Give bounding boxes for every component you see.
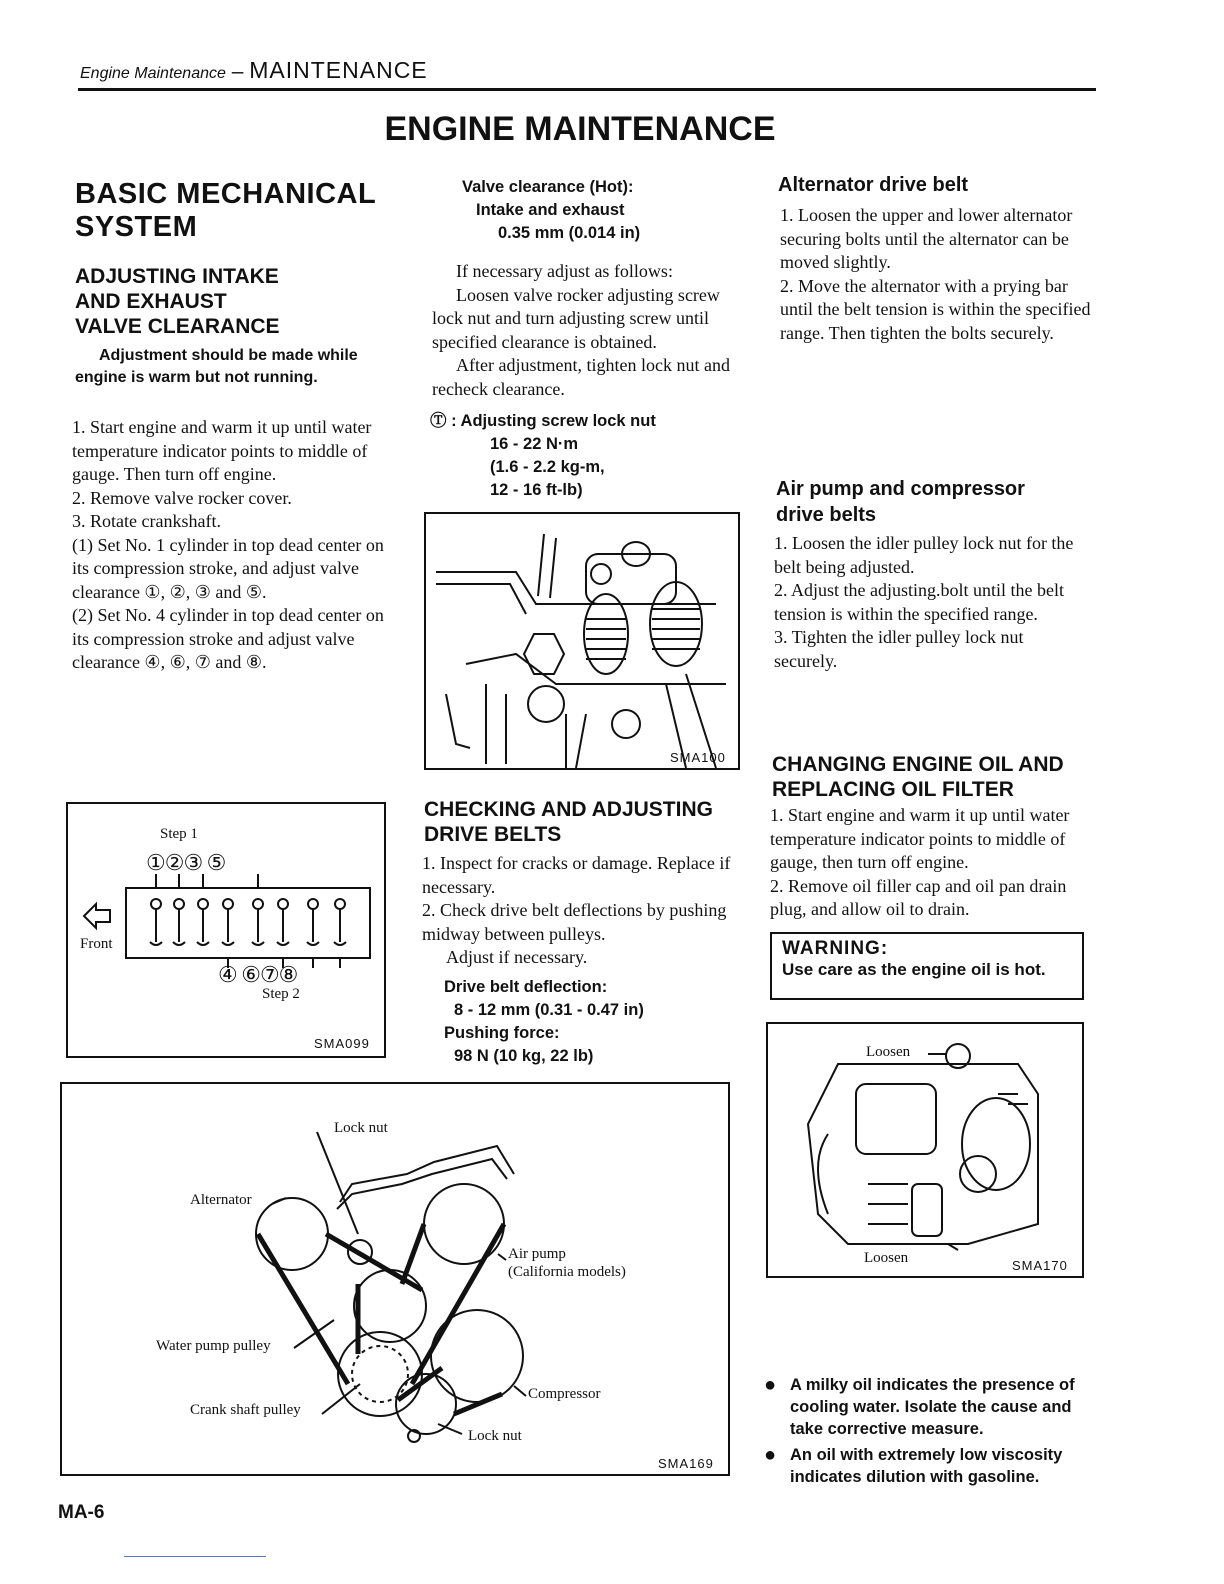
step-2: 2. Check drive belt deflections by pushing midway between pulleys. — [422, 900, 727, 944]
label-air-pump: Air pump — [508, 1246, 566, 1262]
step1-label: Step 1 — [160, 826, 198, 842]
torque-line: 12 - 16 ft-lb) — [490, 481, 583, 499]
torque-spec — [430, 410, 656, 502]
valve-clearance-spec — [462, 176, 640, 245]
figure-id: SMA169 — [658, 1456, 714, 1471]
page-title: ENGINE MAINTENANCE — [384, 110, 776, 148]
heading-line: ADJUSTING INTAKE — [75, 265, 279, 288]
label-loosen-top: Loosen — [866, 1044, 911, 1060]
header-dash: – — [225, 60, 250, 83]
torque-line: Ⓣ : Adjusting screw lock nut — [430, 412, 656, 430]
bullet-icon: ● — [764, 1374, 777, 1396]
valve-2 — [173, 899, 185, 945]
step-2: 2. Remove oil filler cap and oil pan drain plug, and allow oil to drain. — [770, 875, 1067, 919]
step-2: 2. Remove valve rocker cover. — [72, 487, 292, 508]
drive-belts — [258, 1224, 504, 1414]
header-section: Engine Maintenance — [80, 65, 226, 82]
step2-label: Step 2 — [262, 986, 300, 1002]
alt-steps — [780, 204, 1094, 345]
step-3: 3. Tighten the idler pulley lock nut securely. — [774, 627, 1024, 671]
label-compressor: Compressor — [528, 1386, 601, 1402]
spec-line: Valve clearance (Hot): — [462, 178, 634, 196]
figure-belt-layout — [60, 1082, 730, 1476]
figure-id: SMA100 — [670, 750, 726, 765]
cylinder-head-outline — [126, 888, 370, 958]
warning-text: Use care as the engine oil is hot. — [782, 960, 1046, 979]
col2-steps — [422, 852, 734, 970]
lock-nut-leader — [317, 1132, 358, 1234]
heading-drive-belts — [424, 797, 713, 847]
bullet-text: An oil with extremely low viscosity indicates dilution with gasoline. — [790, 1446, 1063, 1486]
label-alternator: Alternator — [190, 1192, 252, 1208]
heading-engine-oil — [772, 752, 1064, 802]
spec-line: Drive belt deflection: — [444, 978, 608, 996]
valve-7 — [307, 899, 319, 945]
belt-deflection-spec — [444, 976, 644, 1068]
belt-diagram — [62, 1084, 728, 1474]
step-1: 1. Start engine and warm it up until water temperature indicator points to middle of gauge, then turn off engine. — [770, 805, 1070, 872]
figure-valve-order — [66, 802, 386, 1058]
water-pump-pulley — [338, 1332, 422, 1416]
air-pump-pulley — [424, 1184, 504, 1264]
warning-title: WARNING: — [782, 938, 889, 959]
list-item — [764, 1374, 1080, 1440]
heading-line: VALVE CLEARANCE — [75, 315, 280, 338]
heading-basic-mechanical — [75, 178, 376, 244]
heading-line: drive belts — [776, 504, 877, 526]
step-3-2: (2) Set No. 4 cylinder in top dead center on its compression stroke and adjust valve clearance ④, ⑥, ⑦ and ⑧. — [72, 605, 384, 672]
torque-line: (1.6 - 2.2 kg-m, — [490, 458, 605, 476]
valve-1 — [150, 899, 162, 945]
header-rule — [78, 88, 1096, 91]
torque-line: 16 - 22 N·m — [490, 435, 579, 453]
heading-line: CHECKING AND ADJUSTING — [424, 798, 713, 821]
step-3-1: (1) Set No. 1 cylinder in top dead center on its compression stroke, and adjust valve clearance ①, ②, ③ and ⑤. — [72, 534, 384, 602]
warning-box — [770, 932, 1084, 1000]
label-water-pump: Water pump pulley — [156, 1338, 271, 1354]
valve-diagram — [68, 804, 384, 1056]
step1-numbers: ①②③ ⑤ — [146, 850, 226, 875]
spec-line: Intake and exhaust — [476, 201, 625, 219]
valve-4 — [222, 899, 234, 945]
crank-shaft-pulley — [396, 1374, 456, 1434]
spec-line: Pushing force: — [444, 1024, 560, 1042]
heading-air-pump-belts — [776, 476, 1025, 528]
figure-rocker-arm — [424, 512, 740, 770]
para: After adjustment, tighten lock nut and recheck clearance. — [432, 355, 730, 399]
heading-line: DRIVE BELTS — [424, 823, 562, 846]
step-1: 1. Inspect for cracks or damage. Replace if necessary. — [422, 853, 731, 897]
page-number: MA-6 — [58, 1502, 105, 1523]
heading-line: Air pump and compressor — [776, 478, 1025, 500]
lock-nut-hex — [524, 634, 564, 674]
note-warm-engine — [75, 345, 395, 389]
heading-line: SYSTEM — [75, 211, 198, 243]
bullet-icon: ● — [764, 1444, 777, 1466]
heading-adjusting-valve — [75, 264, 280, 339]
running-header — [80, 57, 428, 84]
step-1: 1. Loosen the idler pulley lock nut for the belt being adjusted. — [774, 533, 1074, 577]
valve-5 — [252, 899, 264, 945]
spec-line: 0.35 mm (0.014 in) — [498, 224, 641, 242]
para: Loosen valve rocker adjusting screw lock nut and turn adjusting screw until specified clearance is obtained. — [432, 284, 720, 352]
heading-line: BASIC MECHANICAL — [75, 178, 377, 210]
step-3: 3. Rotate crankshaft. — [72, 511, 221, 531]
label-loosen-bottom: Loosen — [864, 1250, 909, 1266]
figure-oil-filter — [766, 1022, 1084, 1278]
list-item — [764, 1444, 1080, 1488]
figure-id: SMA099 — [314, 1036, 370, 1051]
label-lock-nut-top: Lock nut — [334, 1120, 388, 1136]
valve-8 — [334, 899, 346, 945]
step-2: 2. Adjust the adjusting.bolt until the belt tension is within the specified range. — [774, 580, 1064, 624]
label-crank-shaft: Crank shaft pulley — [190, 1402, 301, 1418]
col2-paragraphs — [432, 260, 744, 401]
header-main: MAINTENANCE — [249, 57, 428, 83]
heading-alternator-belt: Alternator drive belt — [778, 174, 969, 196]
oil-steps — [770, 804, 1086, 922]
spec-line: 98 N (10 kg, 22 lb) — [454, 1047, 594, 1065]
valve-springs — [584, 582, 702, 674]
alternator-leader — [272, 1198, 286, 1204]
bullet-text: A milky oil indicates the presence of cooling water. Isolate the cause and take corrective measure. — [790, 1376, 1075, 1438]
step-2: 2. Move the alternator with a prying bar until the belt tension is within the specified range. Then tighten the bolts securely. — [780, 275, 1091, 343]
col1-steps — [72, 416, 384, 675]
spec-line: 8 - 12 mm (0.31 - 0.47 in) — [454, 1001, 644, 1019]
figure-id: SMA170 — [1012, 1258, 1068, 1273]
step-1: 1. Loosen the upper and lower alternator securing bolts until the alternator can be moved slightly. — [780, 205, 1073, 272]
step-1: 1. Start engine and warm it up until water temperature indicator points to middle of gauge. Then turn off engine. — [72, 417, 372, 484]
label-air-pump-note: (California models) — [508, 1264, 626, 1280]
idler-pulley — [354, 1270, 426, 1342]
oil-notes-list — [764, 1374, 1080, 1492]
heading-line: CHANGING ENGINE OIL AND — [772, 753, 1064, 776]
engine-illustration — [768, 1024, 1082, 1276]
valve-6 — [277, 899, 289, 945]
front-arrow-icon — [84, 904, 110, 928]
adjust-note: Adjust if necessary. — [446, 947, 588, 967]
alternator-pulley — [256, 1198, 328, 1270]
front-label: Front — [80, 936, 113, 952]
rocker-arm-illustration — [426, 514, 738, 768]
label-lock-nut-bottom: Lock nut — [468, 1428, 522, 1444]
para: If necessary adjust as follows: — [456, 261, 673, 281]
step2-numbers: ④ ⑥⑦⑧ — [218, 962, 298, 987]
note-line: engine is warm but not running. — [75, 369, 318, 386]
oil-filter — [912, 1184, 942, 1236]
heading-line: REPLACING OIL FILTER — [772, 778, 1014, 801]
note-line: Adjustment should be made while — [99, 347, 358, 364]
heading-line: AND EXHAUST — [75, 290, 227, 313]
valve-3 — [197, 899, 209, 945]
air-steps — [774, 532, 1090, 673]
compressor-leader — [514, 1386, 526, 1396]
bottom-rule — [124, 1556, 266, 1557]
air-pump-leader — [498, 1254, 506, 1260]
